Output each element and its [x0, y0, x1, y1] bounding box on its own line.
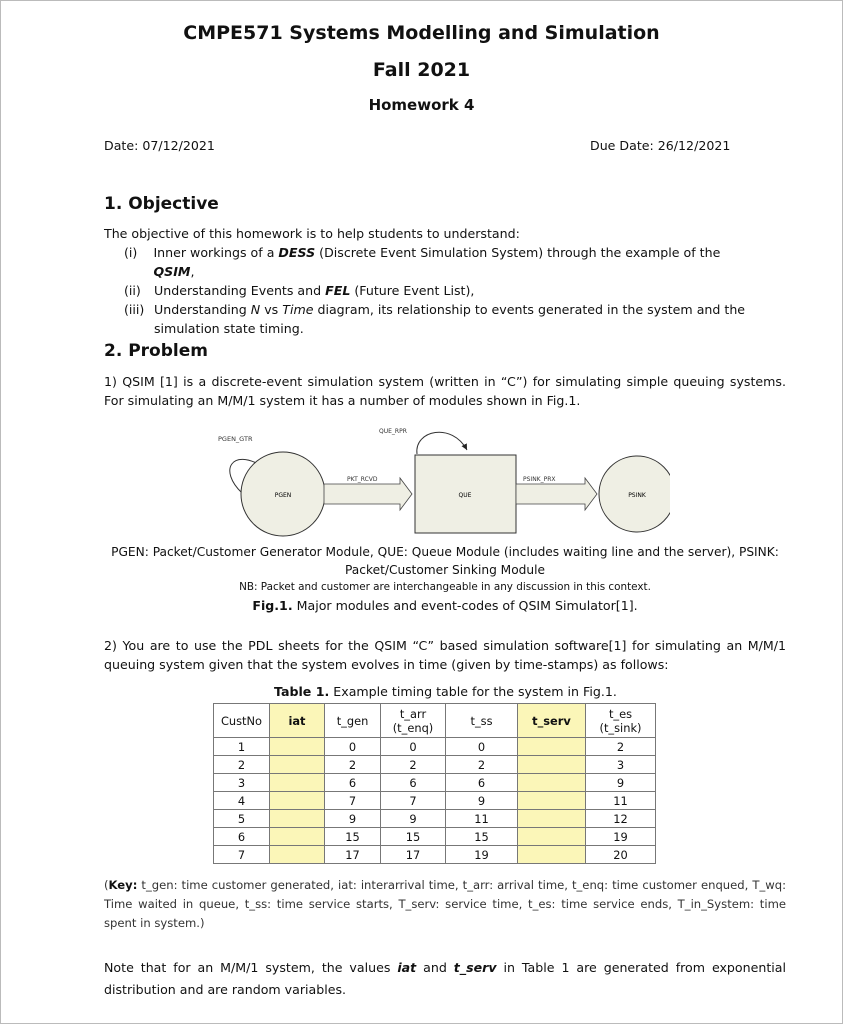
header-t-gen: t_gen — [325, 704, 381, 738]
figure-title: Fig.1. Major modules and event-codes of QSIM Simulator[1]. — [252, 598, 638, 613]
issue-date: Date: 07/12/2021 — [104, 138, 215, 153]
psink-label: PSINK — [628, 492, 646, 499]
list-item: (ii) Understanding Events and FEL (Future Event List), — [124, 283, 475, 298]
table-header-row — [214, 704, 656, 738]
que-rpr-label: QUE_RPR — [379, 428, 407, 435]
table-row: 6 15 15 15 19 — [214, 828, 656, 846]
course-title: CMPE571 Systems Modelling and Simulation — [183, 22, 660, 44]
due-date: Due Date: 26/12/2021 — [590, 138, 731, 153]
note-paragraph: Note that for an M/M/1 system, the values iat and t_serv in Table 1 are generated from exponential distribution and are random variables. — [104, 960, 786, 997]
figure-caption: PGEN: Packet/Customer Generator Module, QUE: Queue Module (includes waiting line and the server), PSINK: Packet/Customer Sinking Module NB: Packet and customer are interchangeable in any discussion in this context. Fig.1. Major modules and event-codes of QSIM Simulator[1]. — [104, 543, 786, 616]
problem-paragraph-2: 2) You are to use the PDL sheets for the QSIM “C” based simulation software[1] for simulating an M/M/1 queuing system given that the system evolves in time (given by time-stamps) as follows: — [104, 638, 786, 672]
header-t-serv: t_serv — [518, 704, 586, 738]
list-item: (iii) Understanding N vs Time diagram, its relationship to events generated in the system and the simulation state timing. — [124, 302, 746, 336]
problem-paragraph-1: 1) QSIM [1] is a discrete-event simulation system (written in “C”) for simulating simple queuing systems. For simulating an M/M/1 system it has a number of modules shown in Fig.1. — [104, 374, 786, 408]
header-iat: iat — [270, 704, 325, 738]
table-row: 5 9 9 11 12 — [214, 810, 656, 828]
header-t-arr: t_arr (t_enq) — [381, 704, 446, 738]
homework-title: Homework 4 — [368, 96, 475, 114]
table-caption: Table 1. Example timing table for the system in Fig.1. — [274, 684, 617, 699]
figure-note: NB: Packet and customer are interchangeable in any discussion in this context. — [239, 581, 651, 593]
objective-intro: The objective of this homework is to help students to understand: — [104, 226, 520, 241]
objective-heading: 1. Objective — [104, 194, 219, 214]
pgen-label: PGEN — [274, 492, 292, 499]
timing-table — [213, 703, 656, 864]
table-row: 1 0 0 0 2 — [214, 738, 656, 756]
pkt-rcvd-label: PKT_RCVD — [347, 476, 378, 483]
psink-prx-label: PSINK_PRX — [523, 476, 556, 483]
pgen-gtr-label: PGEN_GTR — [218, 435, 253, 443]
objective-list — [104, 243, 754, 338]
qsim-module-diagram — [200, 420, 670, 538]
problem-heading: 2. Problem — [104, 341, 208, 361]
term-title: Fall 2021 — [372, 59, 471, 81]
header-t-es: t_es (t_sink) — [586, 704, 656, 738]
table-row: 7 17 17 19 20 — [214, 846, 656, 864]
table-row: 4 7 7 9 11 — [214, 792, 656, 810]
list-item: (i) Inner workings of a DESS (Discrete Event Simulation System) through the example of the QSIM, — [124, 245, 721, 279]
table-key: (Key: t_gen: time customer generated, iat: interarrival time, t_arr: arrival time, t_enq: time customer enqued, T_wq: Time waited in queue, t_ss: time service starts, T_serv: service time, t_es: time service ends, T_in_System: time spent in system.) — [104, 878, 786, 930]
header-custno: CustNo — [214, 704, 270, 738]
header-t-ss: t_ss — [446, 704, 518, 738]
que-self-loop — [417, 432, 467, 454]
table-row: 3 6 6 6 9 — [214, 774, 656, 792]
que-label: QUE — [458, 492, 472, 499]
table-row: 2 2 2 2 3 — [214, 756, 656, 774]
